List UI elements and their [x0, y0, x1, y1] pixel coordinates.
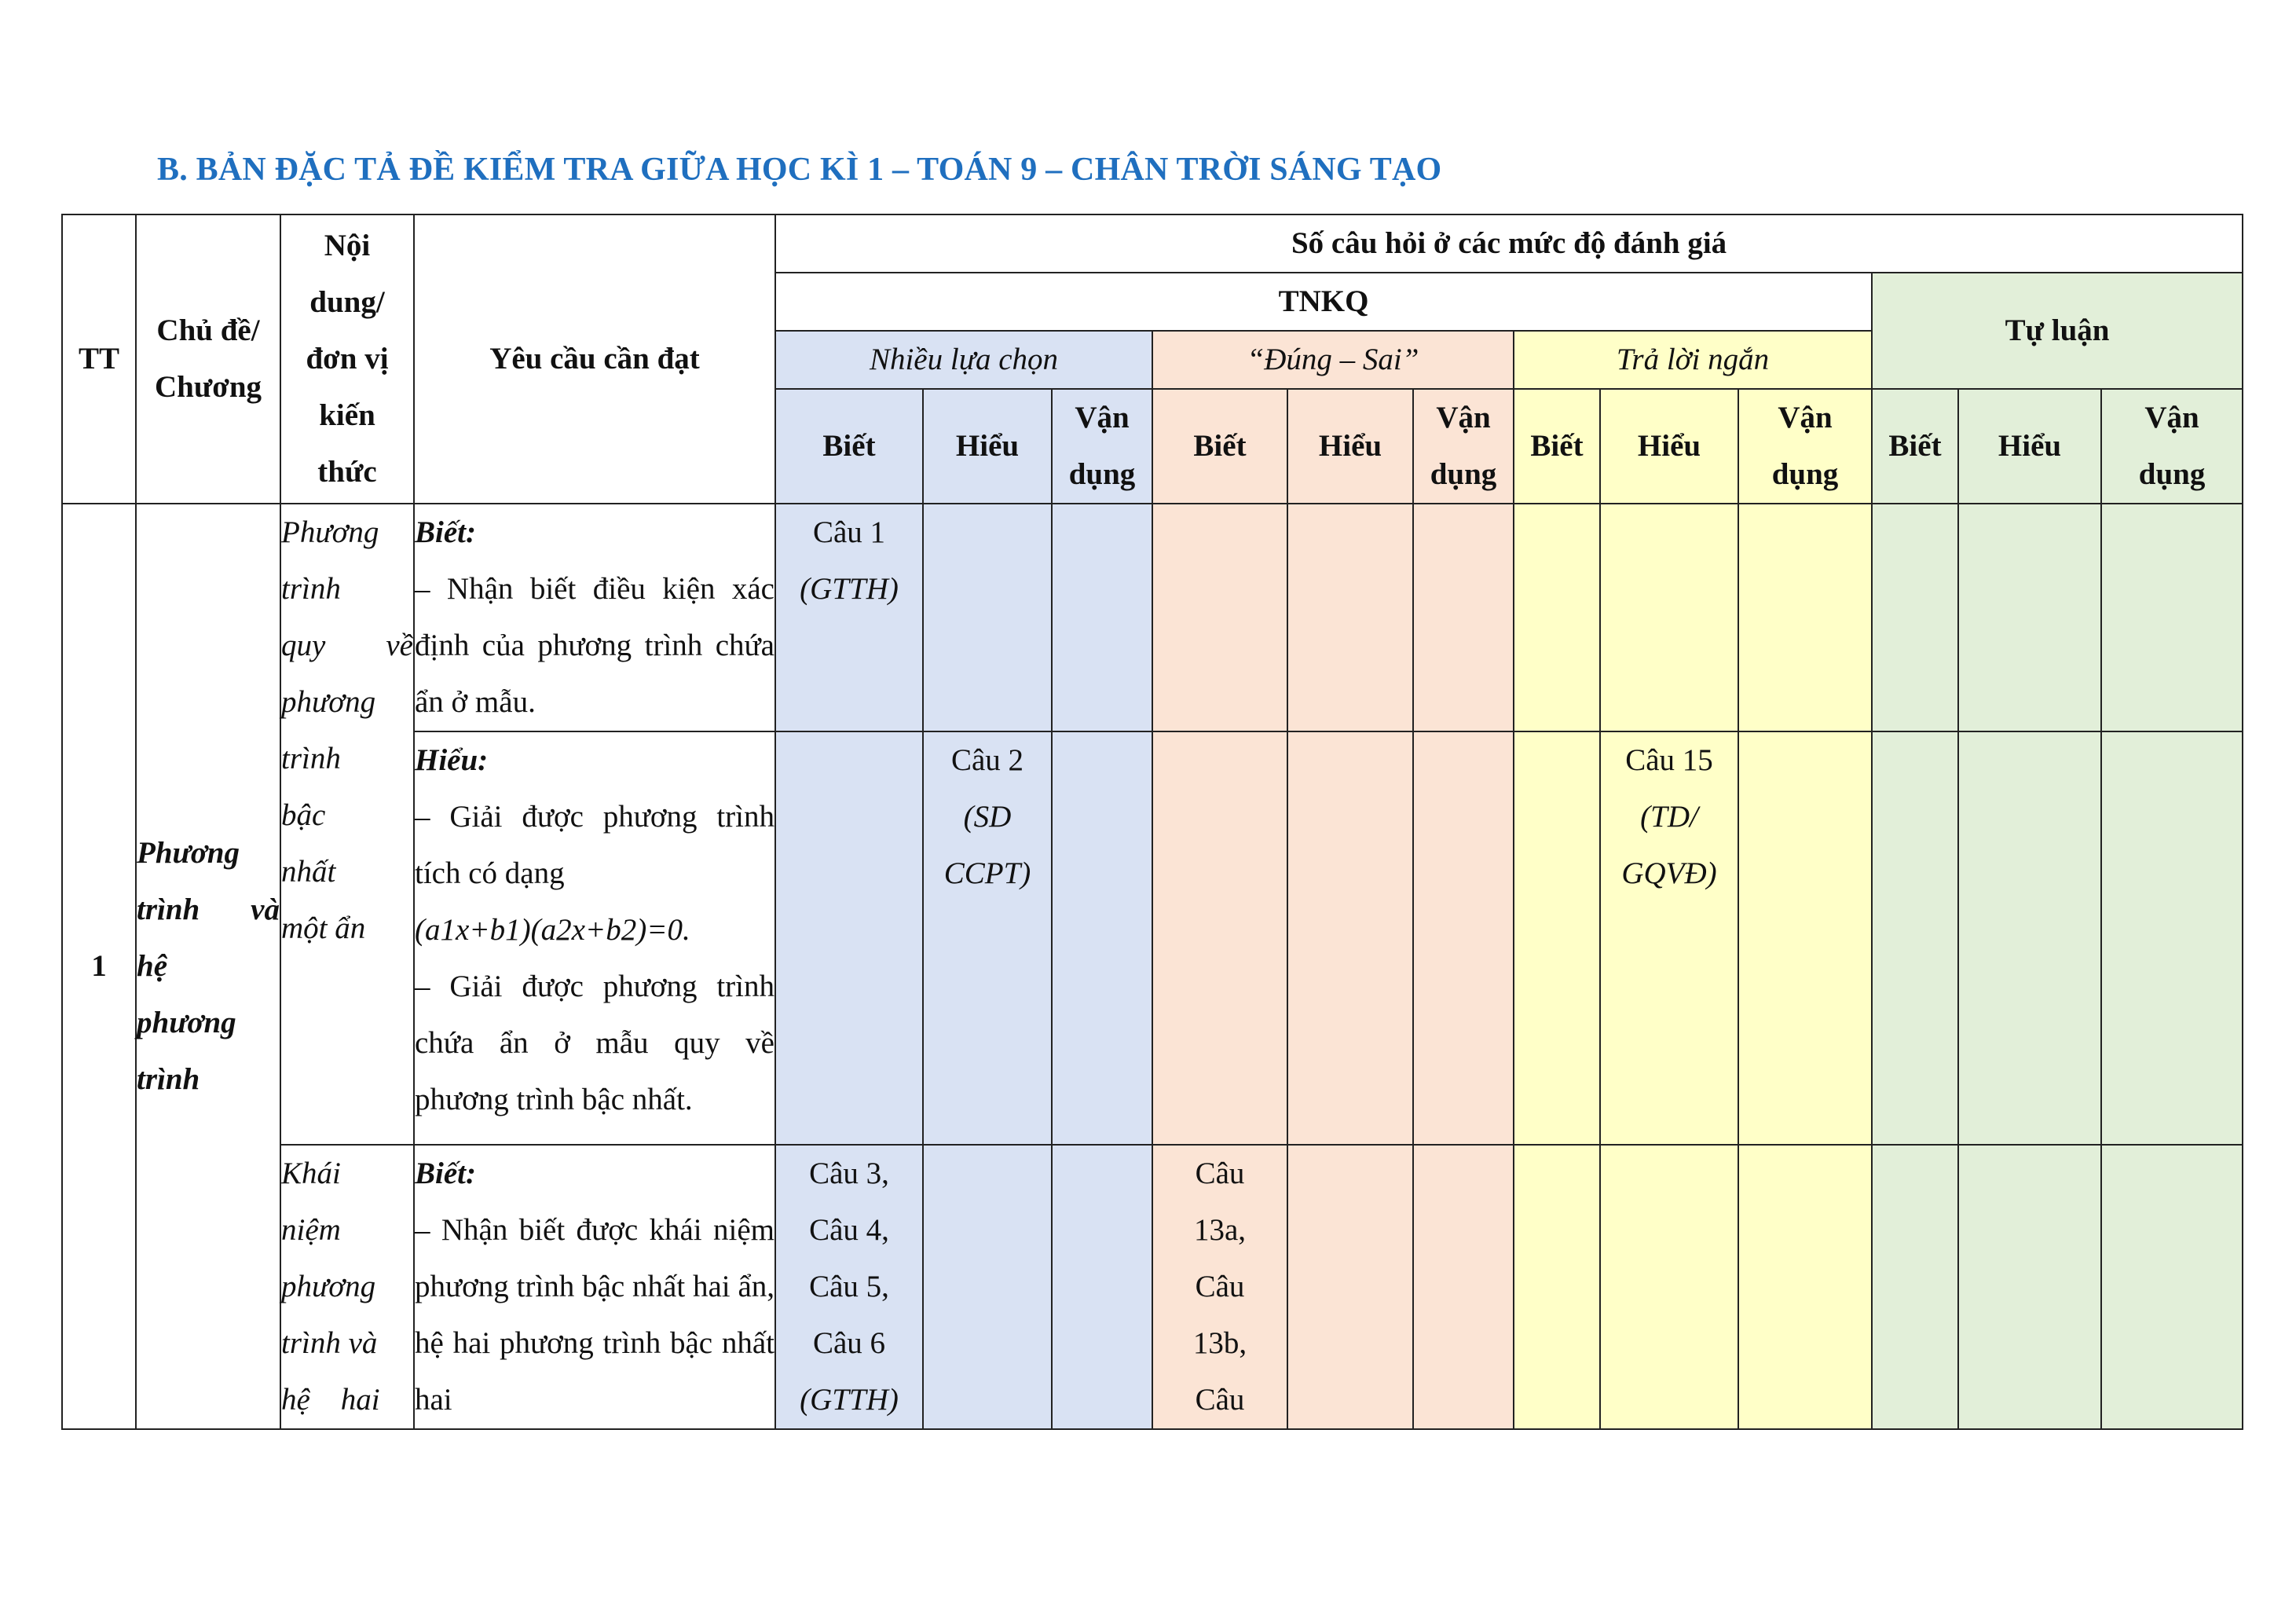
sa-understand-cell: [1600, 504, 1738, 731]
requirement-text: – Giải được phương trình chứa ẩn ở mẫu quy về phương trình bậc nhất.: [415, 970, 774, 1116]
tf-know-cell: [1152, 1145, 1287, 1429]
competency-ref: CCPT): [943, 856, 1031, 890]
apply-line: Vận: [1436, 401, 1491, 434]
tf-understand-cell: [1287, 1145, 1413, 1429]
topic-line: phương: [137, 1006, 236, 1039]
mc-apply-cell: [1052, 504, 1152, 731]
competency-ref: GQVĐ): [1621, 856, 1717, 890]
tf-know-cell: [1152, 731, 1287, 1145]
mc-know-cell: [775, 504, 923, 731]
essay-know-cell: [1872, 504, 1958, 731]
sa-apply-cell: [1738, 504, 1872, 731]
tf-apply-cell: [1413, 504, 1514, 731]
header-content-line: dung/: [309, 285, 385, 319]
apply-line: Vận: [1778, 401, 1833, 434]
requirement-text: – Nhận biết được khái niệm phương trình bậc nhất hai ẩn, hệ hai phương trình bậc nhất hai: [415, 1213, 774, 1417]
question-ref: 13a,: [1193, 1213, 1247, 1247]
content-line: Khái: [281, 1157, 341, 1190]
level-label: Biết:: [415, 1157, 476, 1190]
header-requirement: Yêu cầu cần đạt: [414, 214, 775, 504]
question-ref: Câu 6: [812, 1326, 886, 1360]
sa-apply-cell: [1738, 731, 1872, 1145]
header-multiple-choice: Nhiều lựa chọn: [775, 331, 1152, 389]
question-ref: Câu 4,: [809, 1213, 889, 1247]
header-tt: TT: [62, 214, 136, 504]
sa-know-cell: [1514, 504, 1600, 731]
tf-apply-cell: [1413, 1145, 1514, 1429]
requirement-text: – Nhận biết điều kiện xác định của phương trình chứa ẩn ở mẫu.: [415, 572, 774, 719]
header-content-line: đơn vị: [306, 342, 389, 376]
header-essay-apply: [2101, 389, 2243, 504]
mc-understand-cell: [923, 731, 1052, 1145]
mc-know-cell: [775, 731, 923, 1145]
apply-line: dụng: [2138, 457, 2206, 491]
question-ref: Câu: [1195, 1270, 1245, 1303]
question-ref: Câu 2: [950, 743, 1024, 777]
header-chapter: [136, 214, 280, 504]
page-title: B. BẢN ĐẶC TẢ ĐỀ KIỂM TRA GIỮA HỌC KÌ 1 – TOÁN 9 – CHÂN TRỜI SÁNG TẠO: [157, 152, 1442, 188]
topic-line: trình: [137, 1062, 200, 1096]
essay-understand-cell: [1958, 1145, 2101, 1429]
essay-understand-cell: [1958, 504, 2101, 731]
content-line: phương: [281, 685, 376, 719]
competency-ref: (TD/: [1640, 800, 1698, 834]
topic-cell: [136, 504, 280, 1429]
row-number: 1: [62, 504, 136, 1429]
sa-understand-cell: [1600, 731, 1738, 1145]
header-essay: Tự luận: [1872, 273, 2243, 389]
essay-know-cell: [1872, 1145, 1958, 1429]
apply-line: Vận: [2144, 401, 2199, 434]
content-line: hệ hai: [281, 1383, 380, 1417]
content-line: phương: [281, 1270, 376, 1303]
content-unit-cell: [280, 1145, 414, 1429]
topic-line: trình và: [137, 893, 280, 926]
mc-understand-cell: [923, 504, 1052, 731]
apply-line: dụng: [1771, 457, 1839, 491]
apply-line: dụng: [1430, 457, 1497, 491]
header-true-false: “Đúng – Sai”: [1152, 331, 1514, 389]
apply-line: Vận: [1075, 401, 1130, 434]
sa-apply-cell: [1738, 1145, 1872, 1429]
essay-know-cell: [1872, 731, 1958, 1145]
header-content-line: kiến: [319, 398, 375, 432]
tf-understand-cell: [1287, 731, 1413, 1145]
question-ref: 13b,: [1192, 1326, 1247, 1360]
question-ref: Câu: [1195, 1383, 1245, 1417]
header-mc-apply: [1052, 389, 1152, 504]
competency-ref: (GTTH): [800, 572, 899, 606]
sa-understand-cell: [1600, 1145, 1738, 1429]
header-mc-understand: Hiểu: [923, 389, 1052, 504]
requirement-cell: [414, 504, 775, 731]
topic-line: Phương: [137, 836, 240, 870]
header-tf-understand: Hiểu: [1287, 389, 1413, 504]
tf-apply-cell: [1413, 731, 1514, 1145]
tf-know-cell: [1152, 504, 1287, 731]
question-ref: Câu: [1195, 1157, 1245, 1190]
header-chapter-line: Chương: [154, 370, 262, 404]
content-line: niệm: [281, 1213, 341, 1247]
header-chapter-line: Chủ đề/: [156, 313, 260, 347]
content-line: Phương: [281, 515, 379, 549]
mc-know-cell: [775, 1145, 923, 1429]
header-sa-know: Biết: [1514, 389, 1600, 504]
formula: (a1x+b1)(a2x+b2)=0.: [415, 913, 690, 947]
table-row: [62, 504, 2243, 731]
requirement-text: – Giải được phương trình tích có dạng: [415, 800, 774, 890]
content-line: bậc: [281, 798, 326, 832]
header-tf-know: Biết: [1152, 389, 1287, 504]
mc-understand-cell: [923, 1145, 1052, 1429]
content-line: nhất: [281, 855, 336, 889]
level-label: Biết:: [415, 515, 476, 549]
header-sa-apply: [1738, 389, 1872, 504]
content-line: một ẩn: [281, 911, 366, 945]
header-content-line: thức: [317, 455, 377, 489]
header-levels-title: Số câu hỏi ở các mức độ đánh giá: [775, 214, 2243, 273]
essay-apply-cell: [2101, 504, 2243, 731]
competency-ref: (SD: [963, 800, 1012, 834]
essay-apply-cell: [2101, 1145, 2243, 1429]
content-line: quy về: [281, 629, 413, 662]
mc-apply-cell: [1052, 731, 1152, 1145]
question-ref: Câu 5,: [809, 1270, 889, 1303]
header-short-answer: Trả lời ngắn: [1514, 331, 1872, 389]
requirement-cell: [414, 1145, 775, 1429]
essay-understand-cell: [1958, 731, 2101, 1145]
header-essay-understand: Hiểu: [1958, 389, 2101, 504]
content-line: trình và: [281, 1326, 378, 1360]
question-ref: Câu 3,: [809, 1157, 889, 1190]
question-ref: Câu 1: [812, 515, 886, 549]
header-essay-know: Biết: [1872, 389, 1958, 504]
topic-line: hệ: [137, 949, 167, 983]
tf-understand-cell: [1287, 504, 1413, 731]
header-content-line: Nội: [324, 229, 371, 262]
header-mc-know: Biết: [775, 389, 923, 504]
header-content-unit: [280, 214, 414, 504]
question-ref: Câu 15: [1625, 743, 1713, 777]
header-tf-apply: [1413, 389, 1514, 504]
header-tnkq: TNKQ: [775, 273, 1872, 331]
table-row: [62, 1145, 2243, 1429]
essay-apply-cell: [2101, 731, 2243, 1145]
sa-know-cell: [1514, 731, 1600, 1145]
content-line: trình: [281, 572, 341, 606]
content-line: trình: [281, 742, 341, 775]
header-sa-understand: Hiểu: [1600, 389, 1738, 504]
mc-apply-cell: [1052, 1145, 1152, 1429]
competency-ref: (GTTH): [800, 1383, 899, 1417]
specification-table: [61, 214, 2243, 1430]
requirement-cell: [414, 731, 775, 1145]
content-unit-cell: [280, 504, 414, 1145]
level-label: Hiểu:: [415, 743, 489, 777]
apply-line: dụng: [1068, 457, 1136, 491]
sa-know-cell: [1514, 1145, 1600, 1429]
